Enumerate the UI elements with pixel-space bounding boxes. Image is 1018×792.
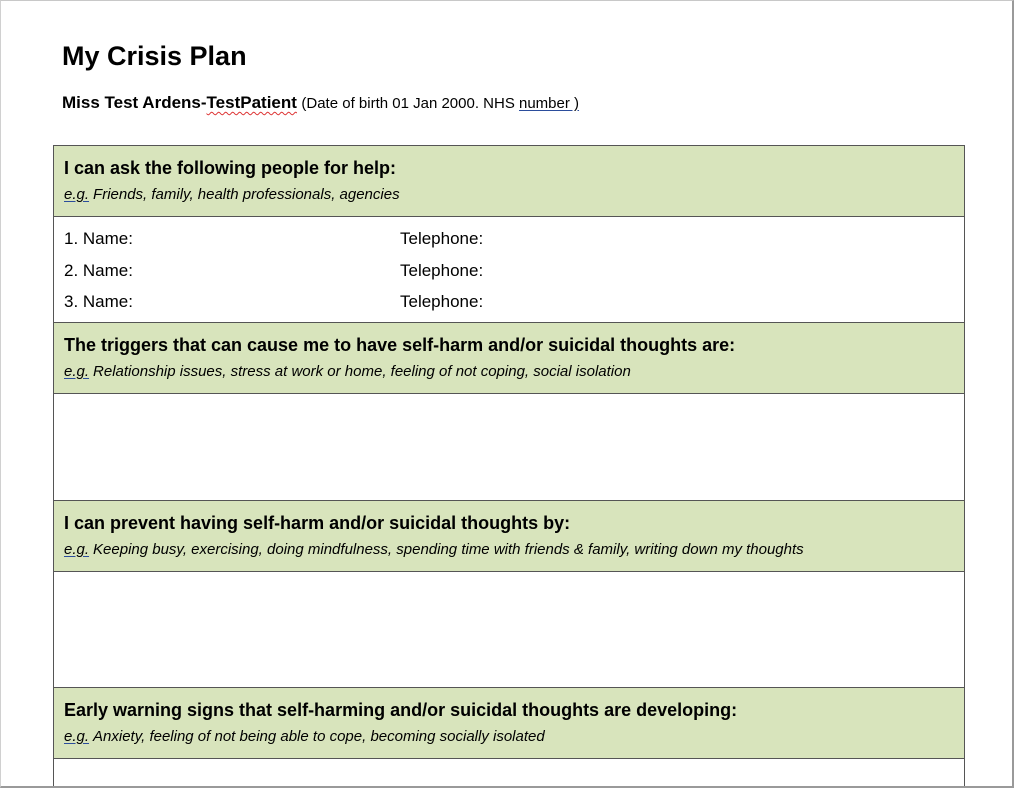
section-body-warning-signs[interactable] (54, 759, 964, 788)
contact-row[interactable] (64, 290, 954, 322)
section-title: The triggers that can cause me to have self-harm and/or suicidal thoughts are: (64, 335, 736, 355)
contact-telephone-label: Telephone: (400, 229, 484, 248)
contact-name-label: 3. Name: (64, 292, 133, 311)
patient-name-suffix: TestPatient (206, 93, 297, 112)
section-body-prevention[interactable] (54, 572, 964, 688)
section-example (64, 535, 954, 560)
contact-telephone-label: Telephone: (400, 260, 484, 280)
example-text: Anxiety, feeling of not being able to cope, becoming socially isolated (93, 728, 545, 745)
section-title: I can prevent having self-harm and/or suicidal thoughts by: (64, 513, 571, 533)
page-title: My Crisis Plan (62, 41, 247, 71)
section-body-triggers[interactable] (54, 394, 964, 501)
eg-label: e.g. (64, 728, 90, 745)
nhs-number-field[interactable]: number ) (519, 95, 580, 112)
section-example (64, 180, 954, 205)
eg-label: e.g. (64, 363, 90, 380)
section-title: I can ask the following people for help: (64, 158, 397, 178)
patient-dob (301, 95, 579, 112)
contact-name-label: 1. Name: (64, 229, 133, 248)
section-header-help-contacts (54, 146, 964, 217)
eg-label: e.g. (64, 186, 90, 203)
patient-name (62, 93, 297, 112)
crisis-plan-table (53, 145, 965, 788)
eg-label: e.g. (64, 541, 90, 558)
contact-telephone-label: Telephone: (400, 292, 484, 311)
dob-text: (Date of birth 01 Jan 2000. NHS (301, 95, 519, 112)
section-body-help-contacts[interactable] (54, 217, 964, 323)
patient-name-prefix: Miss Test Ardens- (62, 93, 207, 112)
section-title: Early warning signs that self-harming and/or suicidal thoughts are developing: (64, 700, 738, 720)
section-example (64, 357, 954, 382)
section-header-prevention (54, 501, 964, 572)
section-example (64, 722, 954, 747)
example-text: Friends, family, health professionals, agencies (93, 186, 400, 203)
example-text: Keeping busy, exercising, doing mindfulness, spending time with friends & family, writing down my thoughts (93, 541, 804, 558)
contact-name-label: 2. Name: (64, 260, 133, 280)
example-text: Relationship issues, stress at work or home, feeling of not coping, social isolation (93, 363, 631, 380)
contact-row[interactable] (64, 227, 954, 259)
contact-row[interactable] (64, 259, 954, 291)
patient-details (62, 92, 579, 115)
section-header-warning-signs (54, 688, 964, 759)
section-header-triggers (54, 323, 964, 394)
